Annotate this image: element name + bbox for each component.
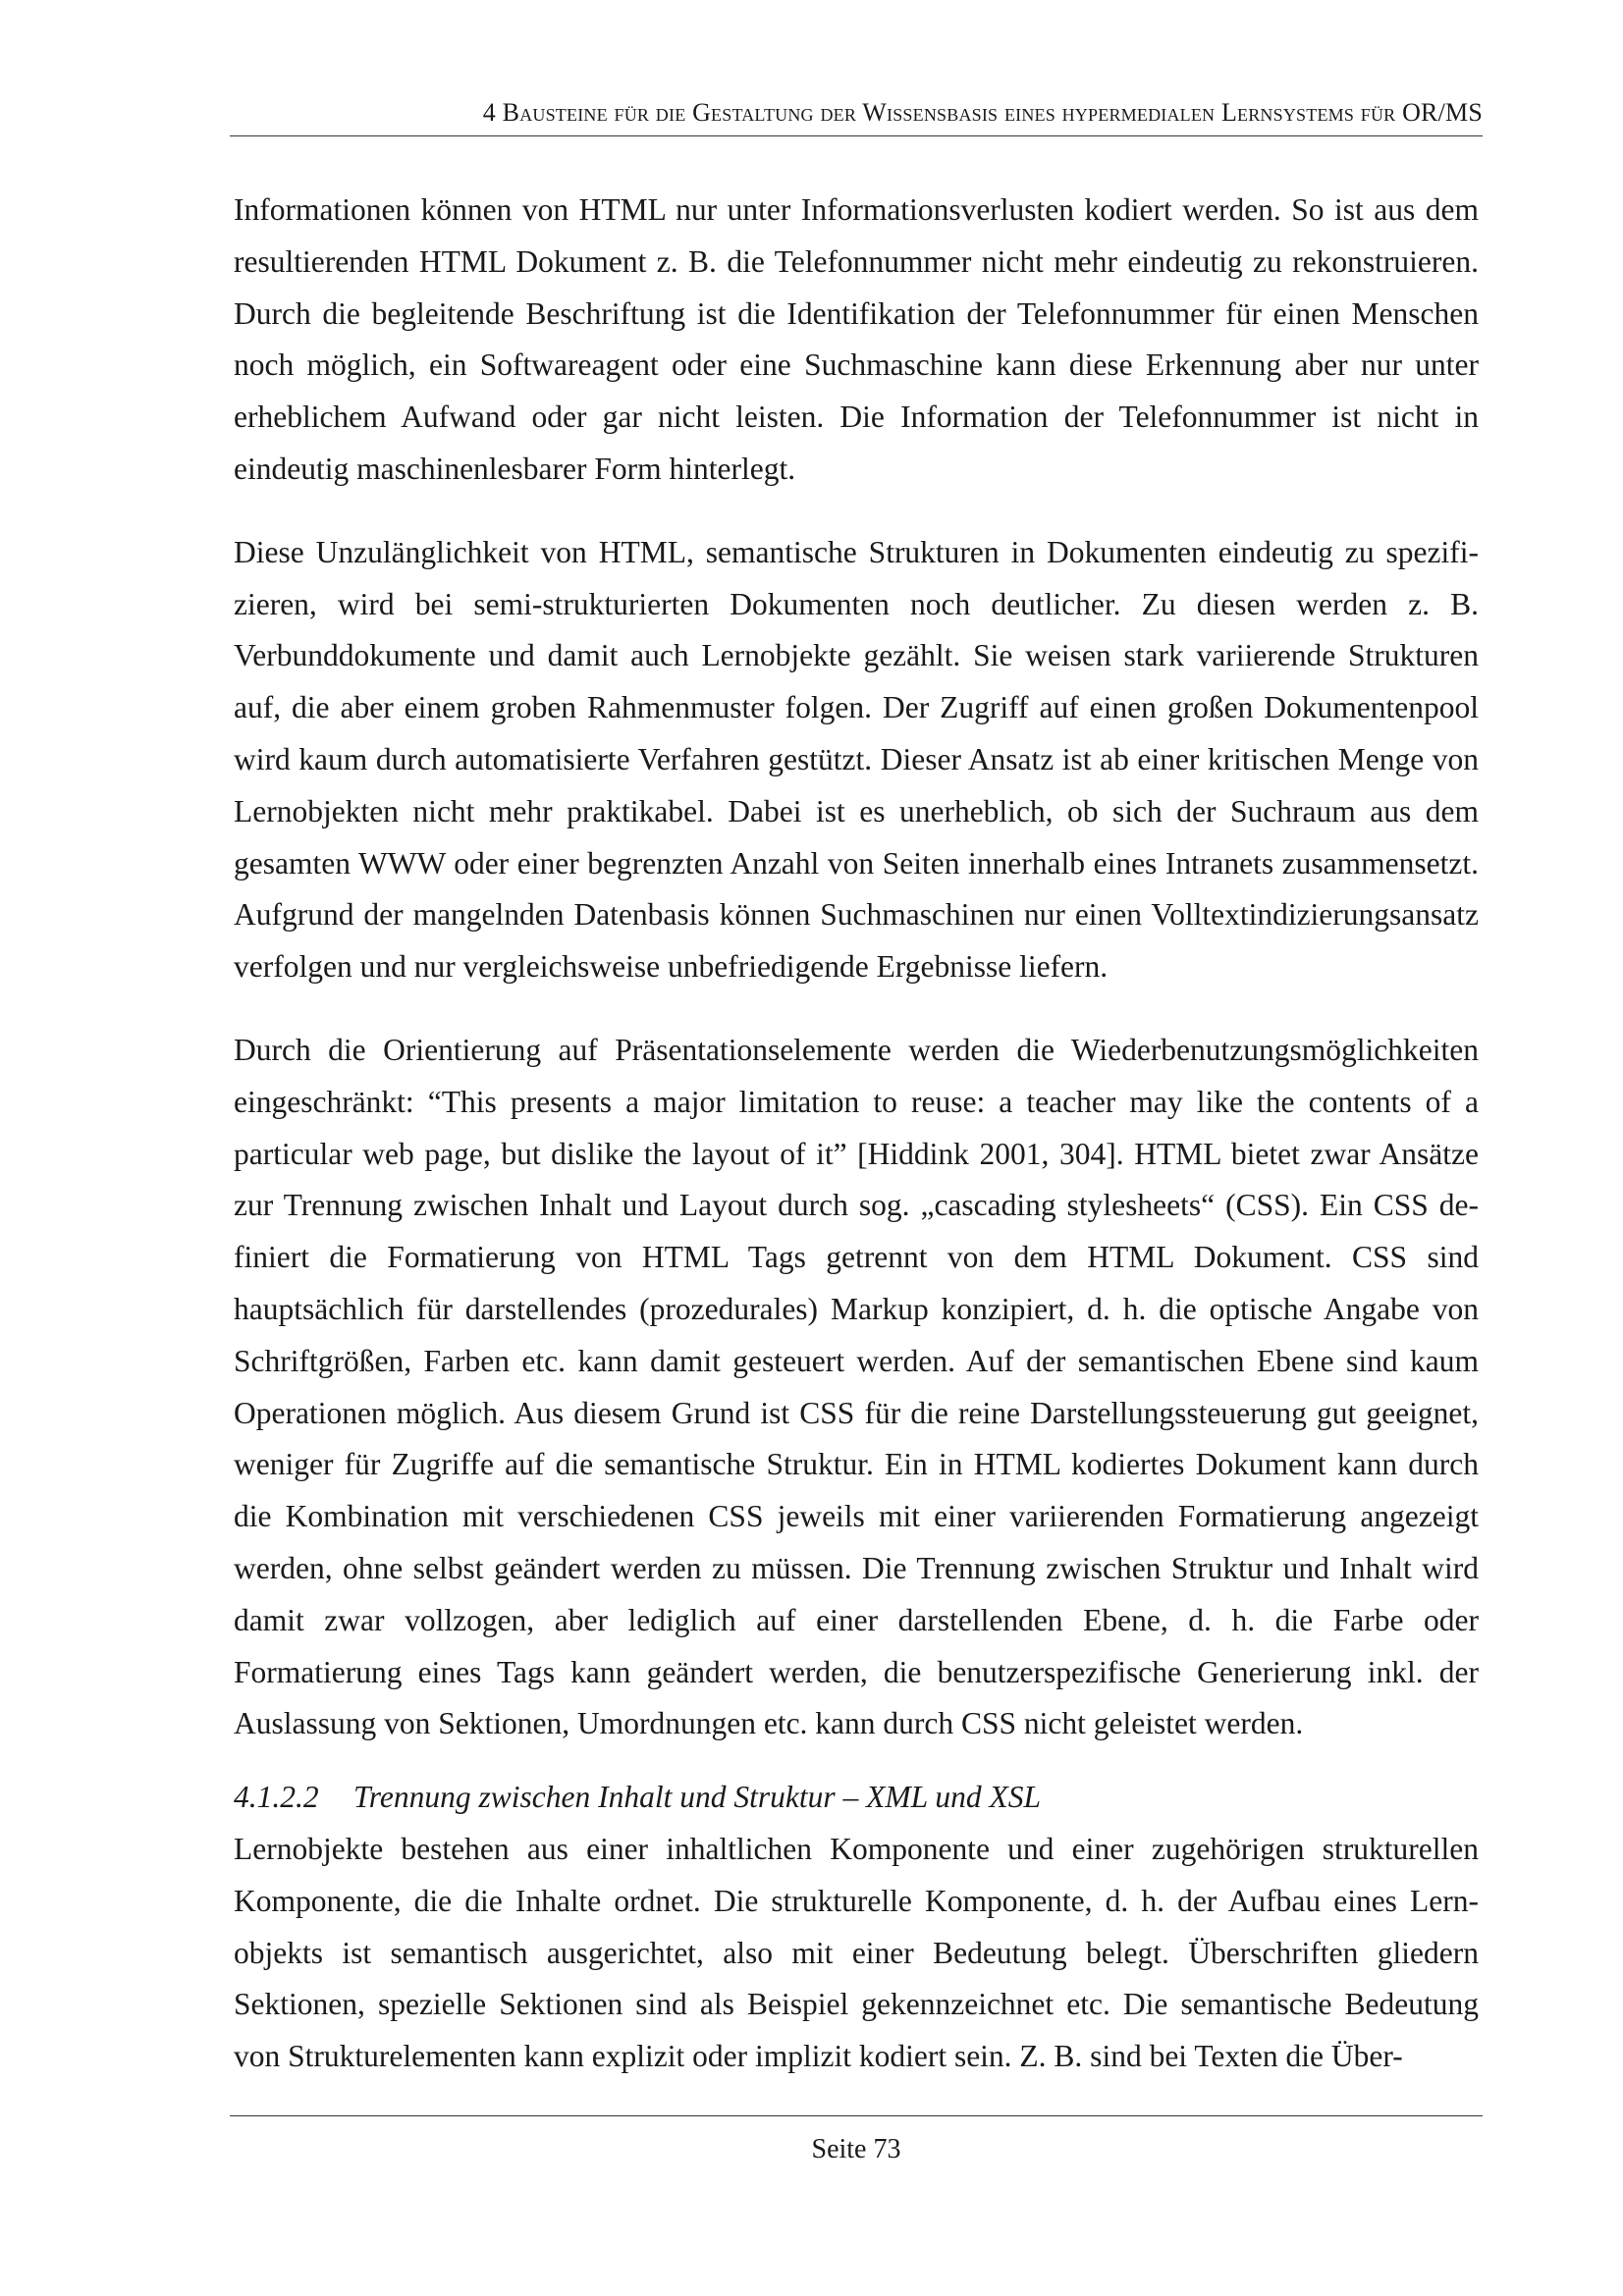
page-number: Seite 73 — [811, 2134, 901, 2164]
running-header — [230, 96, 1483, 130]
body-text — [234, 185, 1479, 2083]
paragraph: Durch die Orientierung auf Präsentationselemente werden die Wiederbenutzungsmöglichkeiten eingeschränkt: “This presents a major limitation to reuse: a teacher may like the contents of a particular web page, but dislike the layout of it” [Hiddink 2001, 304]. HTML bietet zwar Ansätze zur Trennung zwischen Inhalt und Layout durch sog. „cascading stylesheets“ (CSS). Ein CSS definiert die Formatierung von HTML Tags getrennt von dem HTML Dokument. CSS sind hauptsächlich für darstellendes (prozedurales) Markup konzipiert, d. h. die optische Angabe von Schriftgrößen, Farben etc. kann damit gesteuert werden. Auf der semantischen Ebene sind kaum Operationen möglich. Aus diesem Grund ist CSS für die reine Darstellungssteuerung gut geeignet, weniger für Zugriffe auf die semantische Struktur. Ein in HTML kodiertes Dokument kann durch die Kombination mit verschiedenen CSS jeweils mit einer variierenden Formatierung angezeigt werden, ohne selbst geändert werden zu müssen. Die Trennung zwischen Struktur und Inhalt wird damit zwar vollzogen, aber lediglich auf einer darstellenden Ebene, d. h. die Farbe oder Formatierung eines Tags kann geändert werden, die benutzerspezifische Generierung inkl. der Auslassung von Sektionen, Umordnungen etc. kann durch CSS nicht geleistet werden. — [234, 1032, 1479, 1741]
running-header-title: 4 Bausteine für die Gestaltung der Wissensbasis eines hypermedialen Lernsystems für OR/MS — [482, 98, 1483, 127]
paragraph: Diese Unzulänglichkeit von HTML, semantische Strukturen in Dokumenten eindeutig zu spezifizieren, wird bei semi-strukturierten Dokumenten noch deutlicher. Zu diesen werden z. B. Verbunddokumente und damit auch Lernobjekte gezählt. Sie weisen stark variierende Strukturen auf, die aber einem groben Rahmenmuster folgen. Der Zugriff auf einen großen Dokumentenpool wird kaum durch automatisierte Verfahren gestützt. Dieser Ansatz ist ab einer kritischen Menge von Lernobjekten nicht mehr praktikabel. Dabei ist es unerheblich, ob sich der Suchraum aus dem gesamten WWW oder einer begrenzten Anzahl von Seiten innerhalb eines Intranets zusammensetzt. Aufgrund der mangelnden Datenbasis können Suchmaschinen nur einen Volltextindizierungsansatz verfolgen und nur vergleichsweise unbefriedigende Ergebnisse liefern. — [234, 534, 1479, 985]
paragraph: Lernobjekte bestehen aus einer inhaltlichen Komponente und einer zugehörigen strukturellen Komponente, die die Inhalte ordnet. Die strukturelle Komponente, d. h. der Aufbau eines Lernobjekts ist semantisch ausgerichtet, also mit einer Bedeutung belegt. Überschriften gliedern Sektionen, spezielle Sektionen sind als Beispiel gekennzeichnet etc. Die semantische Bedeutung von Strukturelementen kann explizit oder implizit kodiert sein. Z. B. sind bei Texten die Über- — [234, 1831, 1479, 2074]
section-heading — [234, 1772, 1479, 1824]
section-number: 4.1.2.2 — [234, 1780, 319, 1815]
section-title: Trennung zwischen Inhalt und Struktur – XML und XSL — [353, 1780, 1042, 1815]
footer-divider — [230, 2115, 1483, 2116]
paragraph: Informationen können von HTML nur unter Informationsverlusten kodiert werden. So ist aus dem resultierenden HTML Dokument z. B. die Telefonnummer nicht mehr eindeutig zu rekonstruieren. Durch die begleitende Beschriftung ist die Identifikation der Telefonnummer für einen Menschen noch möglich, ein Softwareagent oder eine Suchmaschine kann diese Erkennung aber nur unter erheblichem Aufwand oder gar nicht leisten. Die Information der Telefonnummer ist nicht in eindeutig maschinenlesbarer Form hinterlegt. — [234, 192, 1479, 486]
header-divider — [230, 135, 1483, 136]
